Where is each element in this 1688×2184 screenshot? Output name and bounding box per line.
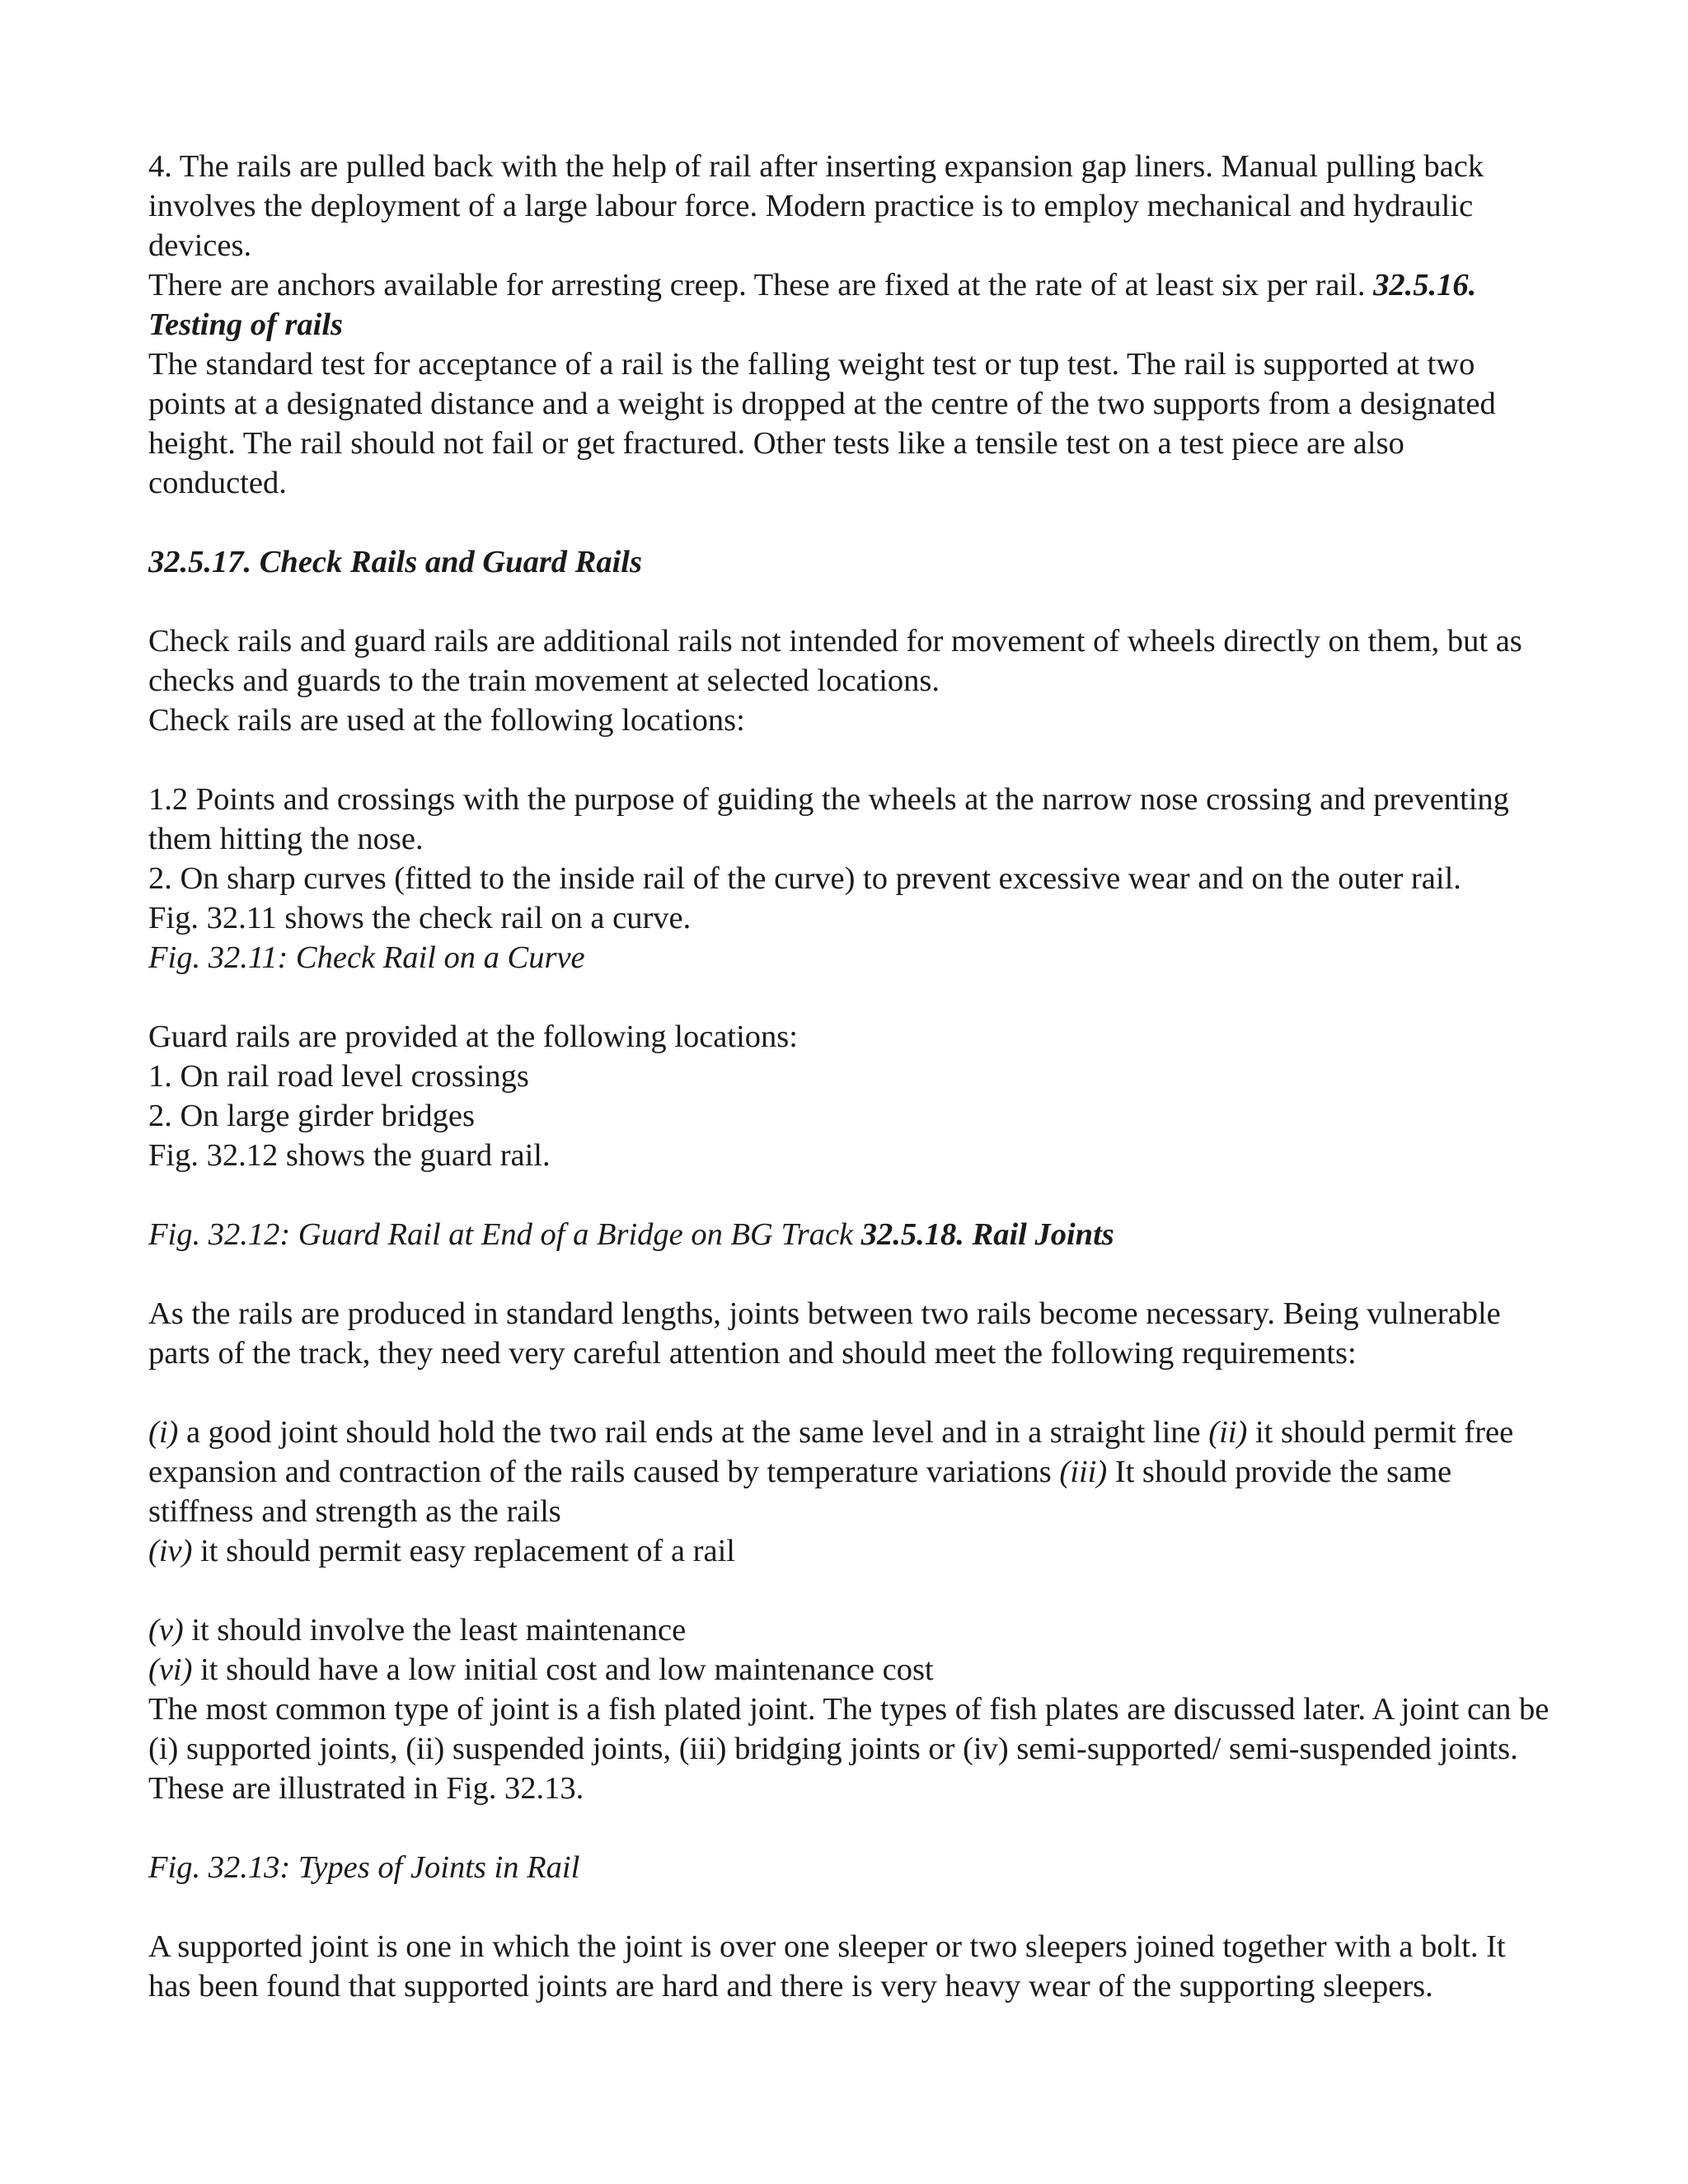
requirement-text: it should involve the least maintenance [191, 1613, 687, 1647]
requirements-paragraph [148, 1413, 1550, 1531]
figure-caption: Fig. 32.13: Types of Joints in Rail [148, 1850, 580, 1885]
section-heading-rail-joints: 32.5.18. Rail Joints [860, 1217, 1114, 1252]
requirement-text: a good joint should hold the two rail ends at the same level and in a straight line [185, 1415, 1201, 1450]
paragraph: Check rails are used at the following locations: [148, 703, 745, 738]
paragraph: The standard test for acceptance of a rail is the falling weight test or tup test. The rail is supported at two points at a designated distance and a weight is dropped at the centre of the two supports from a designated height. The rail should not fail or get fractured. Other tests like a tensile test on a test piece are also conducted. [148, 347, 1496, 500]
list-item: 1.2 Points and crossings with the purpose of guiding the wheels at the narrow nose crossing and preventing them hitting the nose. [148, 782, 1509, 856]
paragraph: Fig. 32.11 shows the check rail on a curve. [148, 901, 692, 935]
figure-caption: Fig. 32.11: Check Rail on a Curve [148, 940, 585, 975]
section-heading-testing-of-rails: 32.5.16. Testing of rails [148, 268, 1477, 342]
list-item: 2. On sharp curves (fitted to the inside rail of the curve) to prevent excessive wear and on the outer rail. [148, 861, 1461, 896]
section-heading-check-rails: 32.5.17. Check Rails and Guard Rails [148, 545, 642, 579]
requirement-marker: (iv) [148, 1534, 193, 1568]
spacer [148, 977, 1550, 1017]
list-item: 2. On large girder bridges [148, 1099, 475, 1133]
requirement-item [148, 1650, 1550, 1690]
paragraph: A supported joint is one in which the joint is over one sleeper or two sleepers joined together with a bolt. It has been found that supported joints are hard and there is very heavy wear of the supporting sleepers. [148, 1929, 1506, 2004]
requirement-text: it should permit easy replacement of a rail [200, 1534, 735, 1568]
paragraph [148, 1215, 1550, 1254]
requirement-marker: (iii) [1059, 1455, 1108, 1489]
list-item: 1. On rail road level crossings [148, 1059, 529, 1094]
paragraph: Check rails and guard rails are additional rails not intended for movement of wheels directly on them, but as checks and guards to the train movement at selected locations. [148, 624, 1522, 698]
requirement-item [148, 1610, 1550, 1650]
spacer [148, 1571, 1550, 1610]
requirement-text: It should provide the same stiffness and strength as the rails [148, 1455, 1452, 1529]
spacer [148, 1887, 1550, 1927]
requirement-text: it should have a low initial cost and low maintenance cost [200, 1652, 934, 1687]
spacer [148, 582, 1550, 621]
document-page [148, 147, 1550, 2006]
requirement-marker: (vi) [148, 1652, 193, 1687]
spacer [148, 1254, 1550, 1294]
spacer [148, 740, 1550, 780]
paragraph: Guard rails are provided at the following locations: [148, 1019, 798, 1054]
requirement-marker: (ii) [1208, 1415, 1248, 1450]
spacer [148, 1808, 1550, 1848]
requirement-marker: (i) [148, 1415, 179, 1450]
paragraph: As the rails are produced in standard lengths, joints between two rails become necessary. Being vulnerable parts of the track, they need very careful attention and should meet the following requirements: [148, 1296, 1501, 1371]
paragraph [148, 265, 1550, 344]
requirement-item [148, 1531, 1550, 1571]
requirement-text: it should permit free expansion and contraction of the rails caused by temperature variations [148, 1415, 1514, 1489]
paragraph-text: There are anchors available for arresting creep. These are fixed at the rate of at least six per rail. [148, 268, 1366, 302]
figure-caption: Fig. 32.12: Guard Rail at End of a Bridge on BG Track [148, 1217, 854, 1252]
paragraph: 4. The rails are pulled back with the help of rail after inserting expansion gap liners. Manual pulling back involves the deployment of a large labour force. Modern practice is to employ mechanical and hydraulic devices. [148, 149, 1484, 263]
requirement-marker: (v) [148, 1613, 184, 1647]
spacer [148, 1175, 1550, 1215]
spacer [148, 503, 1550, 542]
spacer [148, 1373, 1550, 1413]
paragraph: Fig. 32.12 shows the guard rail. [148, 1138, 551, 1173]
paragraph: The most common type of joint is a fish plated joint. The types of fish plates are discussed later. A joint can be (i) supported joints, (ii) suspended joints, (iii) bridging joints or (iv) semi-supported/ semi-suspended joints. These are illustrated in Fig. 32.13. [148, 1692, 1550, 1806]
